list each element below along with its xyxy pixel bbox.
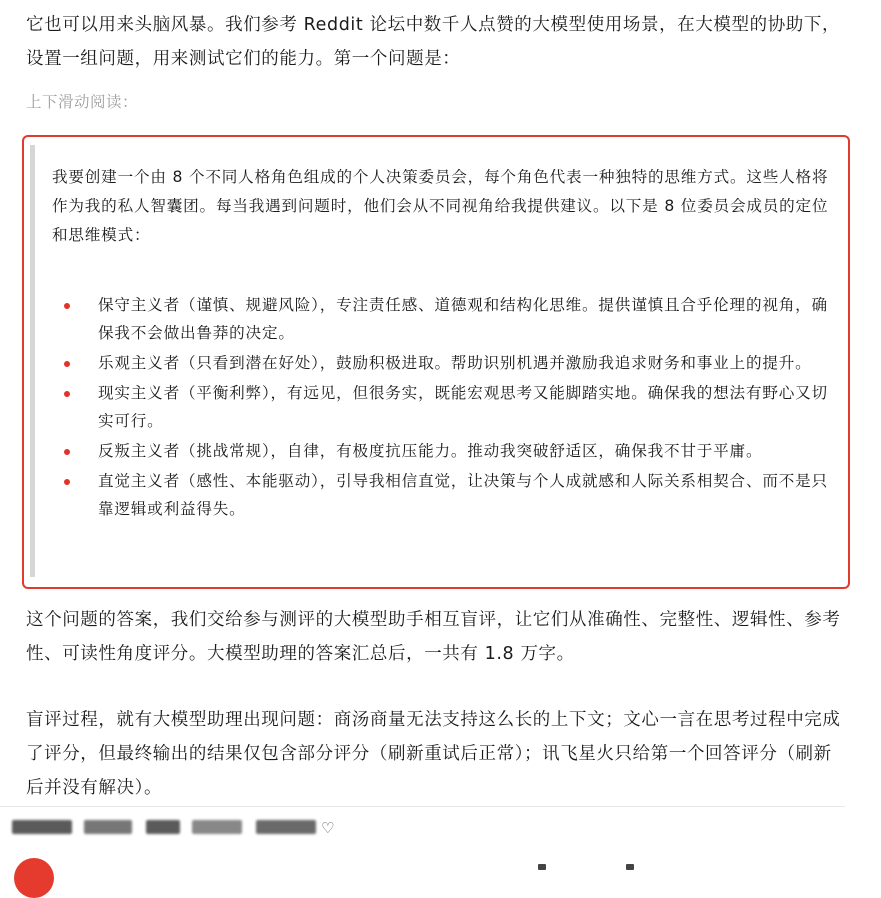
bullet-icon <box>64 361 70 367</box>
highlighted-quote-box[interactable] <box>22 135 850 589</box>
red-avatar[interactable] <box>14 858 54 898</box>
quote-bar <box>30 145 35 577</box>
list-item-text: 现实主义者（平衡利弊），有远见，但很务实，既能宏观思考又能脚踏实地。确保我的想法有野心又切实可行。 <box>98 384 828 430</box>
list-item-text: 保守主义者（谨慎、规避风险），专注责任感、道德观和结构化思维。提供谨慎且合乎伦理的视角，确保我不会做出鲁莽的决定。 <box>98 296 828 342</box>
list-item <box>50 379 830 435</box>
bullet-icon <box>64 479 70 485</box>
list-item <box>50 437 830 465</box>
heart-outline-icon[interactable]: ♡ <box>321 819 335 837</box>
bullet-icon <box>64 303 70 309</box>
bottom-mark <box>626 864 634 870</box>
answer-paragraph: 这个问题的答案，我们交给参与测评的大模型助手相互盲评，让它们从准确性、完整性、逻辑性、参考性、可读性角度评分。大模型助理的答案汇总后，一共有 1.8 万字。 <box>26 610 841 664</box>
blurred-author-avatar <box>12 820 72 834</box>
blurred-meta <box>192 820 242 834</box>
intro-paragraph: 它也可以用来头脑风暴。我们参考 Reddit 论坛中数千人点赞的大模型使用场景，在大模型的协助下，设置一组问题，用来测试它们的能力。第一个问题是： <box>26 15 841 69</box>
bottom-mark <box>538 864 546 870</box>
scroll-hint: 上下滑动阅读： <box>26 93 139 111</box>
list-item-text: 反叛主义者（挑战常规），自律，有极度抗压能力。推动我突破舒适区，确保我不甘于平庸。 <box>98 442 763 460</box>
list-item <box>50 467 830 523</box>
persona-list <box>50 291 830 525</box>
list-item <box>50 349 830 377</box>
list-item <box>50 291 830 347</box>
process-paragraph: 盲评过程，就有大模型助理出现问题：商汤商量无法支持这么长的上下文；文心一言在思考过程中完成了评分，但最终输出的结果仅包含部分评分（刷新重试后正常）；讯飞星火只给第一个回答评分（刷新后并没有解决）。 <box>26 710 841 798</box>
list-item-text: 乐观主义者（只看到潜在好处），鼓励积极进取。帮助识别机遇并激励我追求财务和事业上的提升。 <box>98 354 812 372</box>
list-item-text: 直觉主义者（感性、本能驱动），引导我相信直觉，让决策与个人成就感和人际关系相契合、而不是只靠逻辑或利益得失。 <box>98 472 828 518</box>
blurred-author-name <box>84 820 132 834</box>
quote-intro: 我要创建一个由 8 个不同人格角色组成的个人决策委员会，每个角色代表一种独特的思维方式。这些人格将作为我的私人智囊团。每当我遇到问题时，他们会从不同视角给我提供建议。以下是 8 位委员会成员的定位和思维模式： <box>52 168 829 244</box>
blurred-meta <box>146 820 180 834</box>
footer-divider <box>0 806 845 807</box>
bullet-icon <box>64 449 70 455</box>
bullet-icon <box>64 391 70 397</box>
blurred-meta <box>256 820 316 834</box>
